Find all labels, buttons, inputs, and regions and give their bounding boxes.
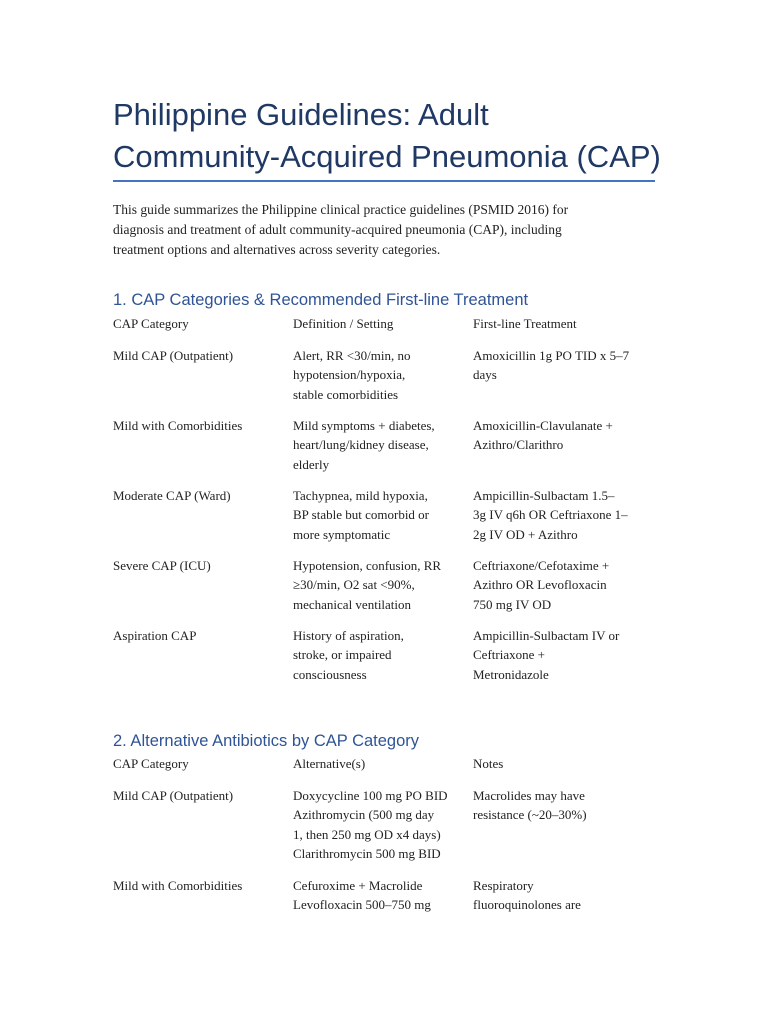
intro-line: diagnosis and treatment of adult community-acquired pneumonia (CAP), including xyxy=(113,222,562,237)
definition-line: Tachypnea, mild hypoxia, xyxy=(293,488,428,503)
table-header-row xyxy=(113,314,658,346)
notes-line: fluoroquinolones are xyxy=(473,897,581,913)
page-title xyxy=(113,94,661,178)
definition-line: Hypotension, confusion, RR xyxy=(293,558,442,573)
title-line-1: Philippine Guidelines: Adult xyxy=(113,97,489,132)
title-underline xyxy=(113,180,655,182)
table-row xyxy=(113,556,658,626)
category-cell: Mild CAP (Outpatient) xyxy=(113,788,234,803)
header-notes: Notes xyxy=(473,756,504,771)
treatment-cell xyxy=(473,416,658,486)
header-cap-category: CAP Category xyxy=(113,316,189,331)
header-alternatives: Alternative(s) xyxy=(293,756,366,771)
category-cell: Mild with Comorbidities xyxy=(113,418,243,433)
treatment-cell xyxy=(473,486,658,556)
treatment-line: Azithro OR Levofloxacin xyxy=(473,577,607,593)
definition-line: Mild symptoms + diabetes, xyxy=(293,418,435,433)
definition-line: heart/lung/kidney disease, xyxy=(293,437,429,453)
category-cell: Mild with Comorbidities xyxy=(113,878,243,893)
definition-line: stroke, or impaired xyxy=(293,647,392,663)
definition-cell xyxy=(293,486,473,556)
alternative-line: Azithromycin (500 mg day xyxy=(293,807,435,823)
definition-line: BP stable but comorbid or xyxy=(293,507,430,523)
category-cell: Moderate CAP (Ward) xyxy=(113,488,231,503)
definition-line: consciousness xyxy=(293,666,367,682)
intro-paragraph xyxy=(113,200,613,260)
notes-line: Macrolides may have xyxy=(473,788,585,803)
alternative-line: Doxycycline 100 mg PO BID xyxy=(293,788,448,803)
alternative-line: 1, then 250 mg OD x4 days) xyxy=(293,826,441,842)
table-row xyxy=(113,876,658,915)
alternative-line: Levofloxacin 500–750 mg xyxy=(293,897,431,913)
treatment-cell xyxy=(473,626,658,696)
notes-line: Respiratory xyxy=(473,878,534,893)
treatment-line: 2g IV OD + Azithro xyxy=(473,526,578,542)
treatment-cell xyxy=(473,556,658,626)
definition-line: more symptomatic xyxy=(293,526,391,542)
intro-line: treatment options and alternatives across severity categories. xyxy=(113,242,441,257)
definition-line: mechanical ventilation xyxy=(293,596,412,612)
category-cell: Aspiration CAP xyxy=(113,628,197,643)
definition-line: Alert, RR <30/min, no xyxy=(293,348,411,363)
category-cell: Mild CAP (Outpatient) xyxy=(113,348,234,363)
treatment-line: days xyxy=(473,367,497,383)
alternatives-cell xyxy=(293,876,473,915)
treatment-line: Ampicillin-Sulbactam 1.5– xyxy=(473,488,615,503)
definition-cell xyxy=(293,626,473,696)
first-line-treatment-table xyxy=(113,314,658,696)
definition-line: hypotension/hypoxia, xyxy=(293,367,406,383)
section-1-heading: 1. CAP Categories & Recommended First-line Treatment xyxy=(113,291,529,309)
alternative-antibiotics-table xyxy=(113,754,658,915)
table-row xyxy=(113,416,658,486)
definition-line: stable comorbidities xyxy=(293,386,399,402)
definition-cell xyxy=(293,556,473,626)
category-cell: Severe CAP (ICU) xyxy=(113,558,211,573)
notes-cell xyxy=(473,786,658,876)
treatment-line: Ampicillin-Sulbactam IV or xyxy=(473,628,620,643)
title-line-2: Community-Acquired Pneumonia (CAP) xyxy=(113,139,661,174)
definition-line: elderly xyxy=(293,456,330,472)
notes-cell xyxy=(473,876,658,915)
table-row xyxy=(113,486,658,556)
treatment-line: 750 mg IV OD xyxy=(473,596,552,612)
treatment-line: Ceftriaxone/Cefotaxime + xyxy=(473,558,610,573)
header-definition-setting: Definition / Setting xyxy=(293,316,394,331)
header-cap-category: CAP Category xyxy=(113,756,189,771)
alternative-line: Clarithromycin 500 mg BID xyxy=(293,845,441,861)
treatment-line: Azithro/Clarithro xyxy=(473,437,564,453)
notes-line: resistance (~20–30%) xyxy=(473,807,587,823)
intro-line: This guide summarizes the Philippine clinical practice guidelines (PSMID 2016) for xyxy=(113,202,569,217)
section-2-heading: 2. Alternative Antibiotics by CAP Category xyxy=(113,732,420,750)
table-row xyxy=(113,346,658,416)
treatment-line: 3g IV q6h OR Ceftriaxone 1– xyxy=(473,507,628,523)
treatment-line: Amoxicillin-Clavulanate + xyxy=(473,418,613,433)
header-first-line-treatment: First-line Treatment xyxy=(473,316,577,331)
definition-cell xyxy=(293,416,473,486)
table-row xyxy=(113,626,658,696)
treatment-line: Amoxicillin 1g PO TID x 5–7 xyxy=(473,348,630,363)
alternative-line: Cefuroxime + Macrolide xyxy=(293,878,423,893)
treatment-cell xyxy=(473,346,658,416)
definition-line: ≥30/min, O2 sat <90%, xyxy=(293,577,415,593)
treatment-line: Metronidazole xyxy=(473,666,549,682)
table-row xyxy=(113,786,658,876)
alternatives-cell xyxy=(293,786,473,876)
definition-cell xyxy=(293,346,473,416)
table-header-row xyxy=(113,754,658,786)
definition-line: History of aspiration, xyxy=(293,628,404,643)
treatment-line: Ceftriaxone + xyxy=(473,647,545,663)
